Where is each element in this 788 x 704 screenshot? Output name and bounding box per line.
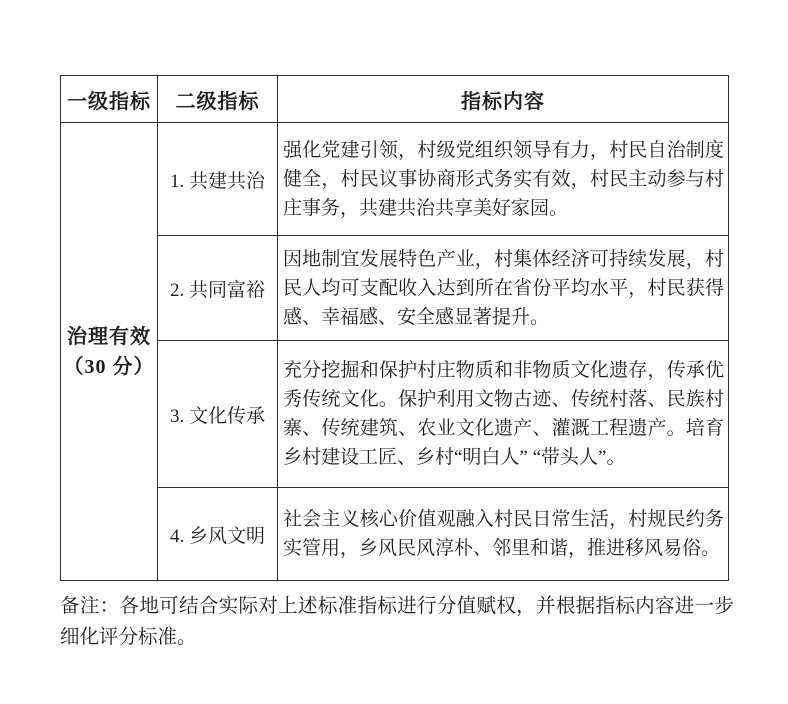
indicator-content-text: 因地制宜发展特色产业，村集体经济可持续发展，村民人均可支配收入达到所在省份平均水平，村民获得感、幸福感、安全感显著提升。 — [278, 236, 729, 341]
sub-indicator-label: 2. 共同富裕 — [158, 236, 278, 341]
table-row — [61, 236, 729, 341]
header-indicator-content: 指标内容 — [278, 76, 729, 123]
primary-indicator-score: （30 分） — [63, 355, 155, 378]
indicator-content-text: 社会主义核心价值观融入村民日常生活，村规民约务实管用，乡风民风淳朴、邻里和谐，推进移风易俗。 — [278, 488, 729, 581]
table-row — [61, 488, 729, 581]
table-row — [61, 123, 729, 236]
primary-indicator-name: 治理有效 — [67, 325, 151, 348]
sub-indicator-label: 3. 文化传承 — [158, 341, 278, 488]
sub-indicator-label: 1. 共建共治 — [158, 123, 278, 236]
indicator-content-text: 强化党建引领，村级党组织领导有力，村民自治制度健全，村民议事协商形式务实有效，村民主动参与村庄事务，共建共治共享美好家园。 — [278, 123, 729, 236]
indicator-table — [60, 75, 729, 581]
header-level1-indicator: 一级指标 — [61, 76, 158, 123]
primary-indicator-cell — [61, 123, 158, 581]
table-header-row — [61, 76, 729, 123]
sub-indicator-label: 4. 乡风文明 — [158, 488, 278, 581]
footnote-text: 备注：各地可结合实际对上述标准指标进行分值赋权，并根据指标内容进一步细化评分标准。 — [60, 596, 734, 648]
table-row — [61, 341, 729, 488]
header-level2-indicator: 二级指标 — [158, 76, 278, 123]
indicator-content-text: 充分挖掘和保护村庄物质和非物质文化遗存，传承优秀传统文化。保护利用文物古迹、传统村落、民族村寨、传统建筑、农业文化遗产、灌溉工程遗产。培育乡村建设工匠、乡村“明白人” “带头人”。 — [278, 341, 729, 488]
